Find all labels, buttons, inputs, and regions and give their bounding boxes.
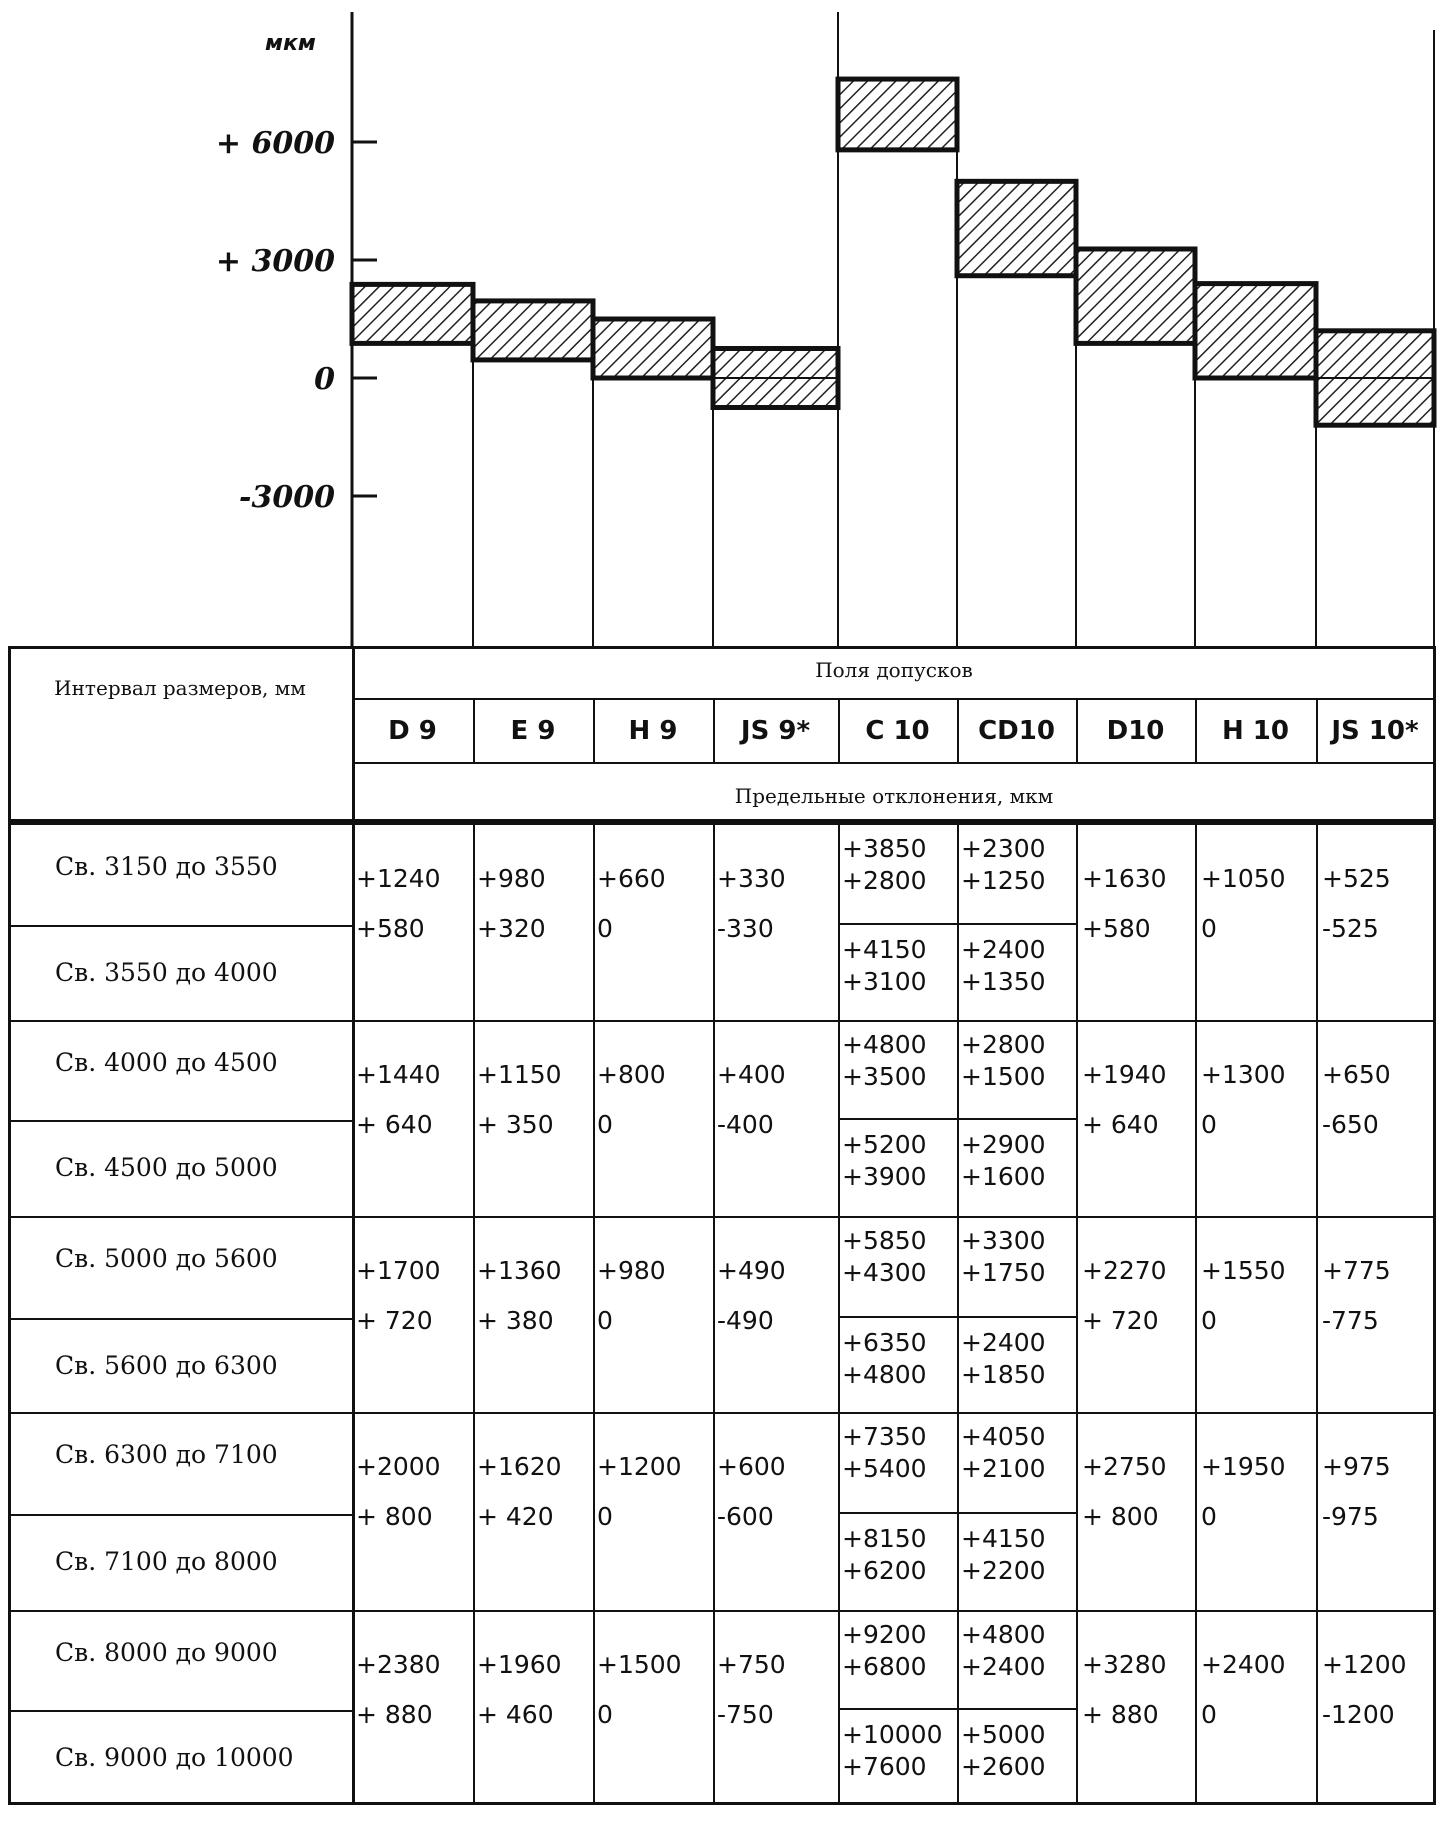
interval-label: Св. 4500 до 5000 (55, 1153, 278, 1182)
column-header: CD10 (978, 716, 1055, 746)
col-divider (593, 822, 595, 1805)
lower-deviation: +1350 (961, 967, 1046, 996)
lower-deviation: +4800 (842, 1360, 927, 1389)
lower-deviation: -1200 (1322, 1700, 1395, 1729)
lower-deviation: -400 (717, 1110, 774, 1139)
lower-deviation: + 800 (1082, 1502, 1159, 1531)
lower-deviation: -775 (1322, 1306, 1379, 1335)
col-divider (1316, 822, 1318, 1805)
group-divider (8, 1610, 1436, 1612)
lower-deviation: +1600 (961, 1162, 1046, 1191)
lower-deviation: -490 (717, 1306, 774, 1335)
upper-deviation: +4800 (961, 1620, 1046, 1649)
upper-deviation: +750 (717, 1650, 786, 1679)
lower-deviation: 0 (597, 1306, 613, 1335)
upper-deviation: +400 (717, 1060, 786, 1089)
upper-deviation: +1200 (1322, 1650, 1407, 1679)
upper-deviation: +2400 (961, 1328, 1046, 1357)
lower-deviation: -750 (717, 1700, 774, 1729)
y-tick-label: + 6000 (215, 126, 335, 161)
lower-deviation: + 880 (1082, 1700, 1159, 1729)
upper-deviation: +1960 (477, 1650, 562, 1679)
header-deviations: Предельные отклонения, мкм (734, 784, 1054, 808)
upper-deviation: +4150 (842, 935, 927, 964)
y-tick-label: -3000 (239, 480, 335, 515)
lower-deviation: +580 (356, 914, 425, 943)
interval-label: Св. 8000 до 9000 (55, 1638, 278, 1667)
upper-deviation: +2380 (356, 1650, 441, 1679)
y-tick-label: + 3000 (215, 244, 335, 279)
upper-deviation: +5200 (842, 1130, 927, 1159)
column-header: E 9 (510, 716, 556, 746)
upper-deviation: +2300 (961, 834, 1046, 863)
col-divider (713, 822, 715, 1805)
lower-deviation: 0 (597, 1700, 613, 1729)
group-divider (8, 1020, 1436, 1022)
lower-deviation: -330 (717, 914, 774, 943)
upper-deviation: +2400 (961, 935, 1046, 964)
interval-divider (8, 1514, 352, 1516)
upper-deviation: +3280 (1082, 1650, 1167, 1679)
column-header: D10 (1106, 716, 1165, 746)
upper-deviation: +775 (1322, 1256, 1391, 1285)
header-divider (352, 762, 1436, 764)
lower-deviation: + 420 (477, 1502, 554, 1531)
column-header: JS 9* (740, 716, 811, 746)
interval-label: Св. 5600 до 6300 (55, 1351, 278, 1380)
upper-deviation: +7350 (842, 1422, 927, 1451)
upper-deviation: +980 (597, 1256, 666, 1285)
lower-deviation: + 720 (356, 1306, 433, 1335)
lower-deviation: +2400 (961, 1652, 1046, 1681)
upper-deviation: +1630 (1082, 864, 1167, 893)
upper-deviation: +800 (597, 1060, 666, 1089)
upper-deviation: +9200 (842, 1620, 927, 1649)
unit-label: мкм (265, 31, 316, 56)
lower-deviation: + 720 (1082, 1306, 1159, 1335)
lower-deviation: + 640 (356, 1110, 433, 1139)
column-header: JS 10* (1331, 716, 1419, 746)
lower-deviation: + 380 (477, 1306, 554, 1335)
lower-deviation: + 640 (1082, 1110, 1159, 1139)
interval-col-divider (352, 822, 355, 1805)
upper-deviation: +1500 (597, 1650, 682, 1679)
lower-deviation: 0 (597, 1502, 613, 1531)
upper-deviation: +660 (597, 864, 666, 893)
upper-deviation: +1950 (1201, 1452, 1286, 1481)
upper-deviation: +1360 (477, 1256, 562, 1285)
lower-deviation: +1250 (961, 866, 1046, 895)
col-divider (1076, 822, 1078, 1805)
lower-deviation: 0 (1201, 1502, 1217, 1531)
upper-deviation: +1700 (356, 1256, 441, 1285)
upper-deviation: +2270 (1082, 1256, 1167, 1285)
lower-deviation: + 460 (477, 1700, 554, 1729)
header-divider (352, 698, 1436, 700)
upper-deviation: +1300 (1201, 1060, 1286, 1089)
split-divider (838, 923, 1076, 925)
col-divider (957, 822, 959, 1805)
interval-label: Св. 5000 до 5600 (55, 1244, 278, 1273)
lower-deviation: +7600 (842, 1752, 927, 1781)
lower-deviation: +1500 (961, 1062, 1046, 1091)
interval-label: Св. 4000 до 4500 (55, 1048, 278, 1077)
upper-deviation: +525 (1322, 864, 1391, 893)
interval-label: Св. 6300 до 7100 (55, 1440, 278, 1469)
col-divider (838, 822, 840, 1805)
split-divider (838, 1118, 1076, 1120)
split-divider (838, 1316, 1076, 1318)
upper-deviation: +6350 (842, 1328, 927, 1357)
header-fields: Поля допусков (815, 658, 973, 682)
lower-deviation: 0 (597, 914, 613, 943)
y-tick-label: 0 (314, 362, 335, 397)
upper-deviation: +330 (717, 864, 786, 893)
upper-deviation: +980 (477, 864, 546, 893)
lower-deviation: +5400 (842, 1454, 927, 1483)
upper-deviation: +1200 (597, 1452, 682, 1481)
lower-deviation: +1850 (961, 1360, 1046, 1389)
lower-deviation: 0 (1201, 1700, 1217, 1729)
upper-deviation: +1050 (1201, 864, 1286, 893)
upper-deviation: +1550 (1201, 1256, 1286, 1285)
lower-deviation: 0 (597, 1110, 613, 1139)
upper-deviation: +2400 (1201, 1650, 1286, 1679)
lower-deviation: + 880 (356, 1700, 433, 1729)
lower-deviation: 0 (1201, 1306, 1217, 1335)
upper-deviation: +5000 (961, 1720, 1046, 1749)
upper-deviation: +600 (717, 1452, 786, 1481)
lower-deviation: +3900 (842, 1162, 927, 1191)
upper-deviation: +8150 (842, 1524, 927, 1553)
upper-deviation: +1240 (356, 864, 441, 893)
lower-deviation: -650 (1322, 1110, 1379, 1139)
lower-deviation: +2600 (961, 1752, 1046, 1781)
lower-deviation: -525 (1322, 914, 1379, 943)
header-interval: Интервал размеров, мм (54, 676, 306, 700)
lower-deviation: + 350 (477, 1110, 554, 1139)
interval-label: Св. 7100 до 8000 (55, 1547, 278, 1576)
upper-deviation: +1440 (356, 1060, 441, 1089)
lower-deviation: +2200 (961, 1556, 1046, 1585)
lower-deviation: 0 (1201, 914, 1217, 943)
lower-deviation: +6200 (842, 1556, 927, 1585)
column-header: H 9 (628, 716, 678, 746)
lower-deviation: -600 (717, 1502, 774, 1531)
upper-deviation: +2800 (961, 1030, 1046, 1059)
lower-deviation: + 800 (356, 1502, 433, 1531)
upper-deviation: +2900 (961, 1130, 1046, 1159)
column-header: H 10 (1222, 716, 1289, 746)
upper-deviation: +1940 (1082, 1060, 1167, 1089)
upper-deviation: +4050 (961, 1422, 1046, 1451)
lower-deviation: +320 (477, 914, 546, 943)
column-header: D 9 (388, 716, 437, 746)
lower-deviation: +3500 (842, 1062, 927, 1091)
lower-deviation: +6800 (842, 1652, 927, 1681)
upper-deviation: +490 (717, 1256, 786, 1285)
upper-deviation: +4800 (842, 1030, 927, 1059)
upper-deviation: +4150 (961, 1524, 1046, 1553)
interval-divider (8, 1120, 352, 1122)
split-divider (838, 1512, 1076, 1514)
upper-deviation: +975 (1322, 1452, 1391, 1481)
interval-divider (8, 1318, 352, 1320)
lower-deviation: 0 (1201, 1110, 1217, 1139)
interval-label: Св. 3150 до 3550 (55, 852, 278, 881)
col-divider (1195, 822, 1197, 1805)
group-divider (8, 1412, 1436, 1414)
lower-deviation: -975 (1322, 1502, 1379, 1531)
group-divider (8, 1216, 1436, 1218)
upper-deviation: +650 (1322, 1060, 1391, 1089)
interval-label: Св. 3550 до 4000 (55, 958, 278, 987)
lower-deviation: +2100 (961, 1454, 1046, 1483)
interval-label: Св. 9000 до 10000 (55, 1743, 294, 1772)
split-divider (838, 1708, 1076, 1710)
lower-deviation: +1750 (961, 1258, 1046, 1287)
upper-deviation: +10000 (842, 1720, 943, 1749)
lower-deviation: +2800 (842, 866, 927, 895)
upper-deviation: +5850 (842, 1226, 927, 1255)
interval-divider (8, 1710, 352, 1712)
upper-deviation: +2000 (356, 1452, 441, 1481)
column-header: C 10 (865, 716, 930, 746)
upper-deviation: +2750 (1082, 1452, 1167, 1481)
upper-deviation: +1620 (477, 1452, 562, 1481)
lower-deviation: +3100 (842, 967, 927, 996)
col-divider (473, 822, 475, 1805)
upper-deviation: +1150 (477, 1060, 562, 1089)
lower-deviation: +580 (1082, 914, 1151, 943)
interval-divider (8, 925, 352, 927)
lower-deviation: +4300 (842, 1258, 927, 1287)
upper-deviation: +3300 (961, 1226, 1046, 1255)
upper-deviation: +3850 (842, 834, 927, 863)
